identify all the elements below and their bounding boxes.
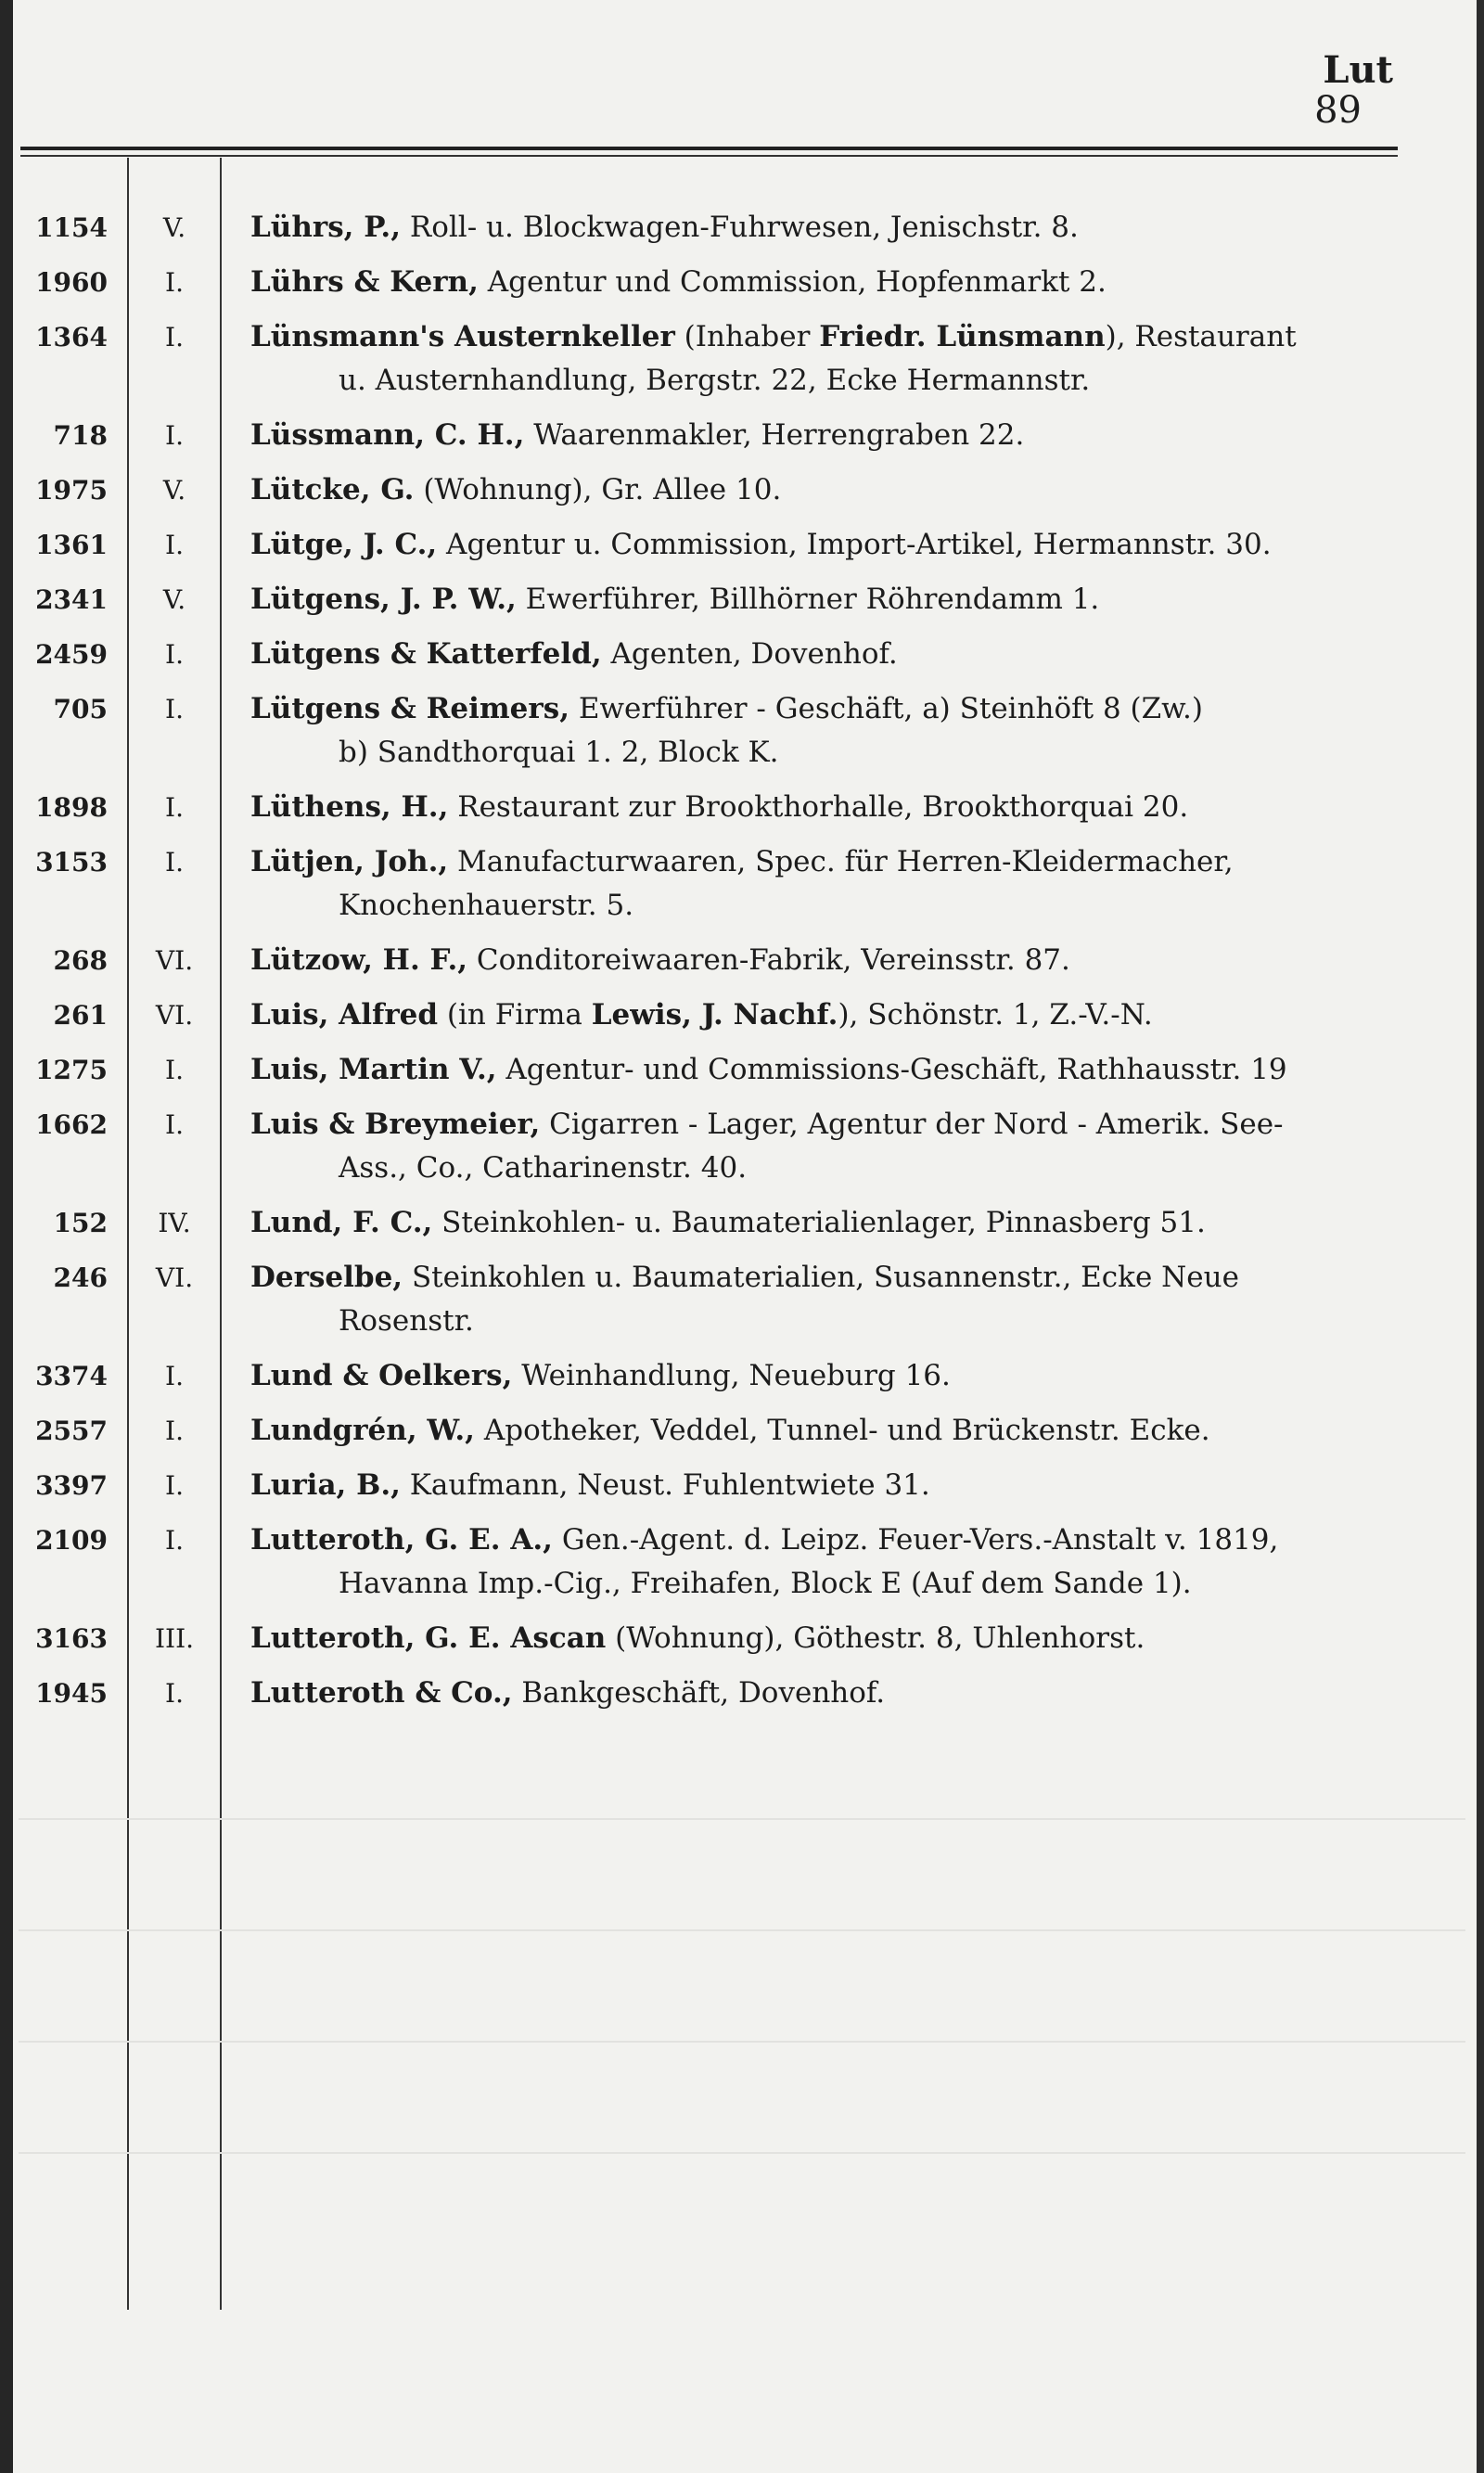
telephone-number: 1960 — [35, 267, 108, 298]
entry-name: Derselbe, — [250, 1261, 403, 1294]
entry-name: Lührs & Kern, — [250, 265, 479, 299]
telephone-number: 1945 — [35, 1678, 108, 1709]
directory-entry — [0, 1201, 1484, 1245]
telephone-number: 3397 — [35, 1470, 108, 1501]
entry-text — [250, 1617, 1145, 1660]
telephone-number: 1154 — [35, 212, 108, 243]
entry-line — [0, 633, 1484, 676]
entry-details: Steinkohlen- u. Baumaterialienlager, Pinnasberg 51. — [432, 1206, 1206, 1239]
entry-details: Apotheker, Veddel, Tunnel- und Brückenstr. Ecke. — [474, 1414, 1210, 1447]
entry-details: Agenten, Dovenhof. — [601, 637, 898, 671]
entry-line — [0, 468, 1484, 512]
entry-text — [339, 1147, 747, 1190]
entry-details: Havanna Imp.-Cig., Freihafen, Block E (Auf dem Sande 1). — [339, 1567, 1192, 1600]
entry-line — [0, 1256, 1484, 1300]
entry-details: Restaurant zur Brookthorhalle, Brookthorquai 20. — [448, 790, 1189, 824]
entry-text — [250, 1518, 1278, 1562]
telephone-number: 2557 — [35, 1416, 108, 1446]
district-code: I. — [165, 1055, 184, 1085]
telephone-number: 3374 — [35, 1361, 108, 1391]
entry-name: Luis, Alfred — [250, 998, 439, 1031]
entry-details: Roll- u. Blockwagen-Fuhrwesen, Jenischstr. 8. — [401, 211, 1079, 244]
running-header-word: Lut — [1323, 48, 1393, 92]
entry-line — [0, 1672, 1484, 1715]
telephone-number: 1975 — [35, 475, 108, 506]
entry-continuation-line — [0, 1300, 1484, 1343]
telephone-number: 1364 — [35, 322, 108, 352]
entry-text — [339, 731, 779, 775]
entry-name: Lutteroth & Co., — [250, 1676, 513, 1710]
directory-entry — [0, 1617, 1484, 1660]
district-code: III. — [154, 1623, 195, 1654]
entry-name: Lührs, P., — [250, 211, 402, 244]
bleed-through-line — [19, 1929, 1465, 1931]
district-code: I. — [165, 267, 184, 298]
directory-entry — [0, 840, 1484, 928]
entry-text — [339, 1300, 474, 1343]
bleed-through-line — [19, 2152, 1465, 2154]
telephone-number: 2109 — [35, 1525, 108, 1556]
entry-text — [339, 884, 633, 928]
entry-text — [250, 414, 1024, 457]
entry-text — [250, 633, 898, 676]
directory-entry — [0, 939, 1484, 982]
entry-line — [0, 1464, 1484, 1507]
directory-entry — [0, 206, 1484, 250]
directory-entry — [0, 786, 1484, 829]
entry-details: Steinkohlen u. Baumaterialien, Susannenstr., Ecke Neue — [403, 1261, 1239, 1294]
district-code: V. — [162, 212, 186, 243]
entry-continuation-line — [0, 359, 1484, 403]
entry-name: Lundgrén, W., — [250, 1414, 475, 1447]
entry-text — [250, 523, 1272, 567]
entry-text — [250, 687, 1203, 731]
entry-details: ), Restaurant — [1105, 320, 1297, 353]
telephone-number: 1662 — [35, 1109, 108, 1140]
entry-continuation-line — [0, 1147, 1484, 1190]
entry-line — [0, 414, 1484, 457]
entry-line — [0, 840, 1484, 884]
entry-name: Lütge, J. C., — [250, 528, 438, 561]
district-code: VI. — [155, 945, 194, 976]
entry-text — [250, 1256, 1239, 1300]
directory-entries — [0, 206, 1484, 1726]
entry-details: Knochenhauerstr. 5. — [339, 889, 634, 922]
entry-name: Lütgens & Katterfeld, — [250, 637, 602, 671]
entry-text — [250, 1048, 1287, 1092]
directory-entry — [0, 315, 1484, 403]
entry-line — [0, 206, 1484, 250]
entry-name: Lund & Oelkers, — [250, 1359, 513, 1392]
directory-entry — [0, 687, 1484, 775]
district-code: I. — [165, 847, 184, 878]
entry-text — [250, 993, 1153, 1037]
district-code: I. — [165, 792, 184, 823]
entry-details: (Wohnung), Göthestr. 8, Uhlenhorst. — [606, 1621, 1145, 1655]
district-code: I. — [165, 1678, 184, 1709]
entry-name: Lund, F. C., — [250, 1206, 433, 1239]
entry-name: Friedr. Lünsmann — [819, 320, 1106, 353]
entry-details: b) Sandthorquai 1. 2, Block K. — [339, 736, 779, 769]
entry-details: u. Austernhandlung, Bergstr. 22, Ecke Hermannstr. — [339, 364, 1091, 397]
district-code: I. — [165, 1525, 184, 1556]
entry-line — [0, 1048, 1484, 1092]
district-code: V. — [162, 475, 186, 506]
telephone-number: 2459 — [35, 639, 108, 670]
entry-name: Luis & Breymeier, — [250, 1108, 541, 1141]
entry-details: (Inhaber — [674, 320, 820, 353]
entry-line — [0, 523, 1484, 567]
district-code: IV. — [158, 1208, 191, 1238]
entry-text — [250, 786, 1188, 829]
entry-name: Luis, Martin V., — [250, 1053, 497, 1086]
directory-entry — [0, 1672, 1484, 1715]
entry-line — [0, 939, 1484, 982]
entry-text — [250, 1354, 951, 1398]
district-code: I. — [165, 1416, 184, 1446]
entry-text — [250, 1103, 1284, 1147]
entry-name: Lewis, J. Nachf. — [591, 998, 838, 1031]
header-rule-thick — [20, 147, 1398, 150]
entry-name: Lüthens, H., — [250, 790, 449, 824]
directory-entry — [0, 1464, 1484, 1507]
entry-details: Waarenmakler, Herrengraben 22. — [524, 418, 1025, 452]
directory-entry — [0, 1354, 1484, 1398]
telephone-number: 3153 — [35, 847, 108, 878]
entry-name: Lütgens & Reimers, — [250, 692, 569, 725]
entry-line — [0, 1409, 1484, 1453]
entry-text — [250, 1409, 1210, 1453]
entry-text — [250, 206, 1079, 250]
district-code: I. — [165, 1109, 184, 1140]
bleed-through-line — [19, 2041, 1465, 2043]
entry-details: (Wohnung), Gr. Allee 10. — [414, 473, 782, 506]
entry-line — [0, 1103, 1484, 1147]
entry-details: Bankgeschäft, Dovenhof. — [512, 1676, 886, 1710]
directory-entry — [0, 1409, 1484, 1453]
entry-continuation-line — [0, 731, 1484, 775]
district-code: I. — [165, 322, 184, 352]
entry-line — [0, 1617, 1484, 1660]
telephone-number: 152 — [53, 1208, 108, 1238]
entry-name: Lüssmann, C. H., — [250, 418, 525, 452]
district-code: I. — [165, 420, 184, 451]
entry-name: Lützow, H. F., — [250, 943, 468, 977]
entry-details: Agentur- und Commissions-Geschäft, Rathhausstr. 19 — [496, 1053, 1287, 1086]
directory-entry — [0, 261, 1484, 304]
entry-name: Lutteroth, G. E. A., — [250, 1523, 553, 1557]
entry-name: Lünsmann's Austernkeller — [250, 320, 675, 353]
entry-line — [0, 578, 1484, 621]
entry-line — [0, 1518, 1484, 1562]
directory-entry — [0, 414, 1484, 457]
directory-entry — [0, 1518, 1484, 1606]
telephone-number: 261 — [53, 1000, 108, 1031]
entry-name: Lutteroth, G. E. Ascan — [250, 1621, 607, 1655]
district-code: I. — [165, 530, 184, 560]
entry-line — [0, 687, 1484, 731]
page-number: 89 — [1314, 89, 1362, 132]
entry-details: Ewerführer - Geschäft, a) Steinhöft 8 (Zw.) — [569, 692, 1203, 725]
bleed-through-line — [19, 1818, 1465, 1820]
entry-line — [0, 261, 1484, 304]
directory-entry — [0, 993, 1484, 1037]
entry-line — [0, 993, 1484, 1037]
entry-line — [0, 1354, 1484, 1398]
directory-entry — [0, 633, 1484, 676]
entry-details: Weinhandlung, Neueburg 16. — [512, 1359, 951, 1392]
directory-entry — [0, 1048, 1484, 1092]
telephone-number: 246 — [53, 1262, 108, 1293]
directory-entry — [0, 1103, 1484, 1190]
directory-entry — [0, 1256, 1484, 1343]
entry-details: Gen.-Agent. d. Leipz. Feuer-Vers.-Anstalt v. 1819, — [552, 1523, 1279, 1557]
entry-details: Kaufmann, Neust. Fuhlentwiete 31. — [400, 1468, 930, 1502]
district-code: I. — [165, 639, 184, 670]
district-code: VI. — [155, 1000, 194, 1031]
telephone-number: 718 — [53, 420, 108, 451]
district-code: VI. — [155, 1262, 194, 1293]
entry-details: Agentur u. Commission, Import-Artikel, Hermannstr. 30. — [437, 528, 1272, 561]
telephone-number: 1361 — [35, 530, 108, 560]
header-rule-thin — [20, 155, 1398, 157]
telephone-number: 1898 — [35, 792, 108, 823]
directory-entry — [0, 523, 1484, 567]
entry-text — [250, 261, 1107, 304]
entry-text — [250, 315, 1297, 359]
entry-line — [0, 1201, 1484, 1245]
directory-entry — [0, 578, 1484, 621]
entry-details: Agentur und Commission, Hopfenmarkt 2. — [478, 265, 1107, 299]
entry-details: Ewerführer, Billhörner Röhrendamm 1. — [516, 583, 1100, 616]
entry-text — [250, 578, 1099, 621]
entry-text — [339, 359, 1090, 403]
telephone-number: 3163 — [35, 1623, 108, 1654]
entry-details: Ass., Co., Catharinenstr. 40. — [339, 1151, 748, 1185]
telephone-number: 705 — [53, 694, 108, 724]
entry-details: ), Schönstr. 1, Z.-V.-N. — [838, 998, 1153, 1031]
entry-name: Lütcke, G. — [250, 473, 415, 506]
entry-text — [250, 1201, 1206, 1245]
entry-continuation-line — [0, 1562, 1484, 1606]
entry-name: Lütjen, Joh., — [250, 845, 449, 878]
entry-text — [339, 1562, 1192, 1606]
district-code: V. — [162, 584, 186, 615]
entry-name: Luria, B., — [250, 1468, 401, 1502]
district-code: I. — [165, 694, 184, 724]
entry-text — [250, 1672, 885, 1715]
district-code: I. — [165, 1470, 184, 1501]
district-code: I. — [165, 1361, 184, 1391]
entry-text — [250, 468, 781, 512]
entry-details: Cigarren - Lager, Agentur der Nord - Amerik. See- — [540, 1108, 1284, 1141]
entry-details: Conditoreiwaaren-Fabrik, Vereinsstr. 87. — [467, 943, 1070, 977]
entry-name: Lütgens, J. P. W., — [250, 583, 517, 616]
entry-line — [0, 315, 1484, 359]
entry-details: Manufacturwaaren, Spec. für Herren-Kleidermacher, — [448, 845, 1234, 878]
entry-details: (in Firma — [438, 998, 592, 1031]
entry-line — [0, 786, 1484, 829]
directory-entry — [0, 468, 1484, 512]
entry-details: Rosenstr. — [339, 1304, 474, 1338]
telephone-number: 1275 — [35, 1055, 108, 1085]
entry-text — [250, 939, 1070, 982]
telephone-number: 2341 — [35, 584, 108, 615]
entry-continuation-line — [0, 884, 1484, 928]
entry-text — [250, 1464, 930, 1507]
telephone-number: 268 — [53, 945, 108, 976]
entry-text — [250, 840, 1234, 884]
